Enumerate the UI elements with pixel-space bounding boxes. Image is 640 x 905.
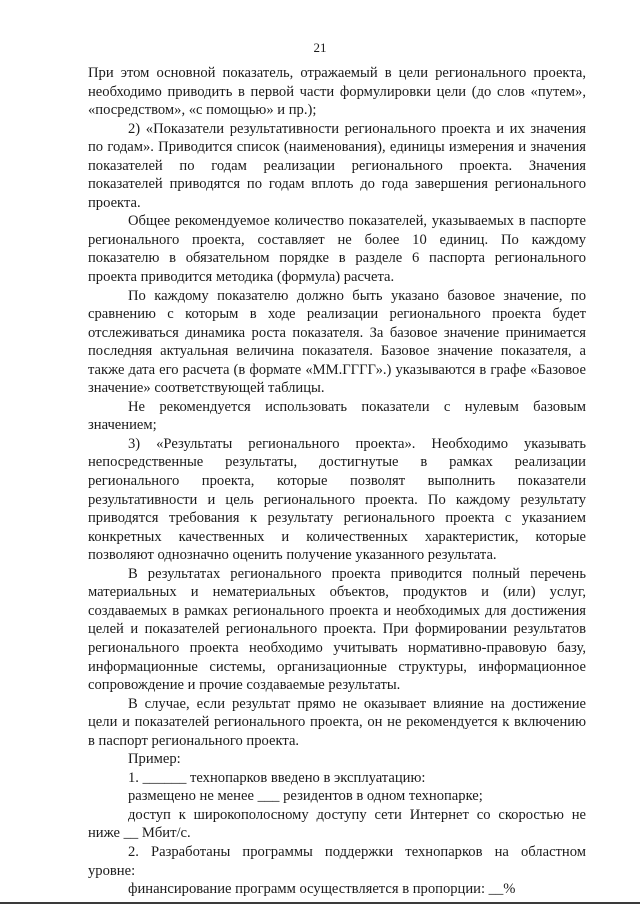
example-heading: Пример: (128, 751, 181, 768)
paragraph: 2) «Показатели результативности регионального проекта и их значения по годам». Приводится список (наименования), единицы измерения и значения показателей по годам реализации регионального проекта. Значения показателей приводятся по годам вплоть до года завершения регионального проекта. (88, 120, 586, 211)
page-number: 21 (313, 40, 327, 55)
paragraph: Не рекомендуется использовать показатели с нулевым базовым значением; (88, 398, 586, 434)
paragraph: В случае, если результат прямо не оказывает влияние на достижение цели и показателей регионального проекта, он не рекомендуется к включению в паспорт регионального проекта. (88, 695, 586, 749)
example-line: доступ к широкополосному доступу сети Интернет со скоростью не ниже __ Мбит/с. (88, 806, 586, 842)
paragraph: Общее рекомендуемое количество показателей, указываемых в паспорте регионального проекта, составляет не более 10 единиц. По каждому показателю в обязательном порядке в разделе 6 паспорта регионального проекта приводится методика (формула) расчета. (88, 213, 586, 286)
example-line: финансирование программ осуществляется в пропорции: __% (128, 881, 516, 898)
paragraph: По каждому показателю должно быть указано базовое значение, по сравнению с которым в ходе реализации регионального проекта будет отслеживаться динамика роста показателя. За базовое значение принимается последняя актуальная величина показателя. Базовое значение показателя, а также дата его расчета (в формате «ММ.ГГГГ».) указываются в графе «Базовое значение» соответствующей таблицы. (88, 287, 586, 397)
document-body (88, 64, 586, 899)
paragraph: При этом основной показатель, отражаемый в цели регионального проекта, необходимо приводить в первой части формулировки цели (до слов «путем», «посредством», «с помощью» и пр.); (88, 65, 586, 119)
example-line: размещено не менее ___ резидентов в одном технопарке; (128, 788, 483, 805)
example-line: 2. Разработаны программы поддержки технопарков на областном уровне: (88, 843, 586, 879)
paragraph: В результатах регионального проекта приводится полный перечень материальных и нематериальных объектов, продуктов и (или) услуг, создаваемых в рамках регионального проекта и необходимых для достижения целей и показателей регионального проекта. При формировании результатов регионального проекта необходимо учитывать нормативно-правовую базу, информационные системы, организационные структуры, информационное сопровождение и прочие создаваемые результаты. (88, 565, 586, 694)
paragraph: 3) «Результаты регионального проекта». Необходимо указывать непосредственные результаты, достигнутые в рамках реализации регионального проекта, которые позволят выполнить показатели результативности и цель регионального проекта. По каждому результату приводятся требования к результату регионального проекта с указанием конкретных качественных и количественных характеристик, которые позволяют однозначно оценить получение указанного результата. (88, 435, 586, 564)
scan-bottom-edge (0, 902, 640, 904)
example-line: 1. ______ технопарков введено в эксплуатацию: (128, 769, 426, 786)
